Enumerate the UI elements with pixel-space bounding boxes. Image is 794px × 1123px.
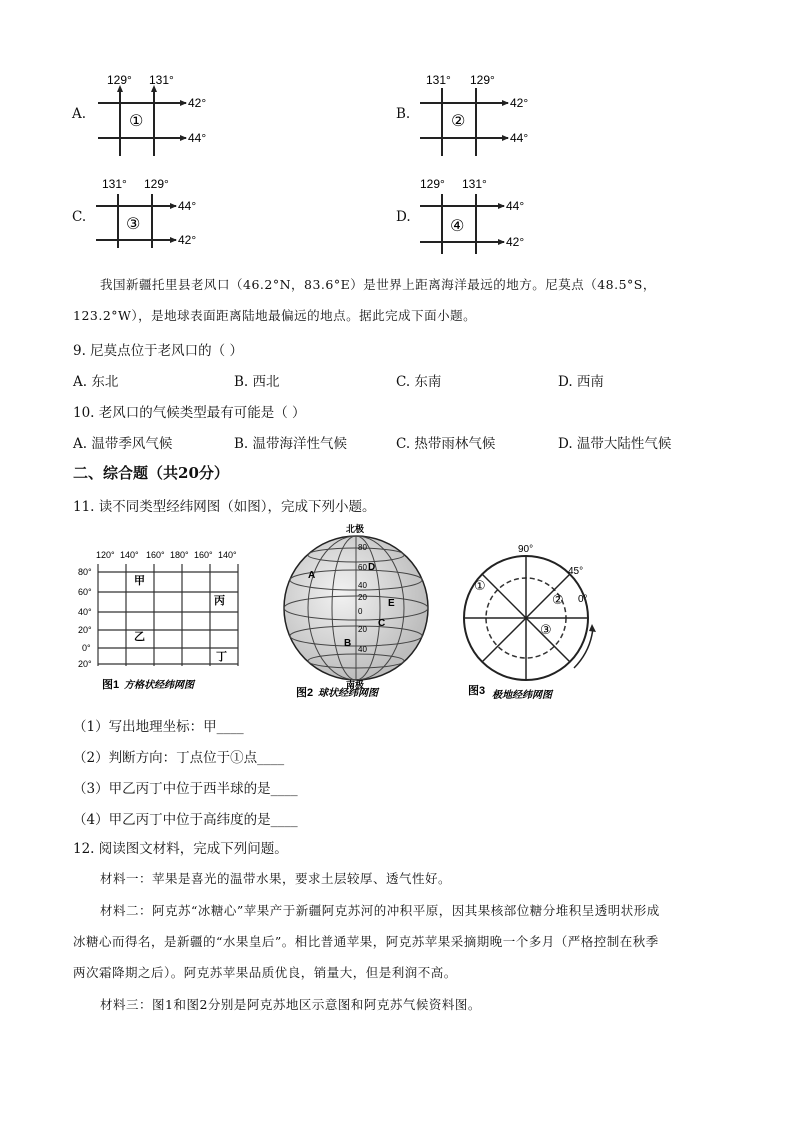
fig3-polar-graticule (456, 540, 606, 702)
q9-option-b[interactable]: B. 西北 (234, 374, 280, 390)
q10-option-d[interactable]: D. 温带大陆性气候 (558, 436, 672, 452)
q11-sub-4: （4）甲乙丙丁中位于高纬度的是____ (73, 812, 298, 828)
grid-top-label: 129° (107, 73, 132, 87)
grid-right-label: 44° (510, 131, 529, 145)
lon-label: 160° (194, 550, 213, 560)
lat-label: 0° (82, 643, 91, 653)
globe-lat-label: 80 (358, 543, 367, 552)
grid-circle-number: ③ (126, 216, 141, 233)
point-jia: 甲 (134, 575, 145, 587)
grid-top-label: 129° (420, 177, 445, 191)
grid-right-label: 44° (188, 131, 207, 145)
grid-diagram-3 (90, 176, 220, 266)
lon-label: 160° (146, 550, 165, 560)
fig1-rectangular-graticule (76, 546, 246, 696)
option-letter: C. (72, 209, 87, 225)
fig1-caption-num: 图1 (102, 679, 120, 691)
grid-diagram-1 (90, 70, 220, 160)
q9-option-c[interactable]: C. 东南 (396, 374, 442, 390)
grid-top-label: 129° (144, 177, 169, 191)
south-pole-label: 南极 (346, 680, 365, 690)
grid-diagram-2 (412, 70, 542, 160)
point-yi: 乙 (134, 631, 145, 643)
q10-option-b[interactable]: B. 温带海洋性气候 (234, 436, 348, 452)
lat-label: 20° (78, 625, 92, 635)
lat-label: 40° (78, 607, 92, 617)
globe-point-b: B (344, 638, 352, 649)
grid-right-label: 42° (510, 96, 529, 110)
globe-point-a: A (308, 570, 316, 581)
lat-label: 80° (78, 567, 92, 577)
grid-right-label: 44° (178, 199, 197, 213)
q11-sub-2: （2）判断方向：丁点位于①点____ (73, 750, 285, 766)
fig3-caption: 极地经纬网图 (492, 690, 552, 701)
fig2-globe-graticule (276, 520, 446, 702)
question-9-stem: 9. 尼莫点位于老风口的（ ） (73, 343, 243, 359)
globe-lat-label: 20 (358, 625, 367, 634)
grid-top-label: 131° (462, 177, 487, 191)
option-letter: D. (396, 209, 411, 225)
globe-point-c: C (378, 618, 386, 629)
point-ding: 丁 (216, 651, 227, 663)
material-three: 材料三：图1和图2分别是阿克苏地区示意图和阿克苏气候资料图。 (100, 997, 481, 1012)
lon-label: 140° (120, 550, 139, 560)
globe-lat-label: 40 (358, 581, 367, 590)
q11-sub-1: （1）写出地理坐标：甲____ (73, 719, 244, 735)
fig2-caption-num: 图2 (296, 687, 314, 699)
grid-diagram-4 (412, 176, 542, 266)
grid-right-label: 42° (506, 235, 525, 249)
material-line: 我国新疆托里县老风口（46.2°N，83.6°E）是世界上距离海洋最远的地方。尼莫点（48.5°S， (100, 277, 656, 292)
polar-label: 90° (518, 544, 534, 555)
q11-sub-3: （3）甲乙丙丁中位于西半球的是____ (73, 781, 298, 797)
option-letter: A. (72, 106, 87, 122)
option-letter: B. (396, 106, 411, 122)
polar-point-2: ② (552, 592, 564, 607)
globe-point-e: E (388, 598, 395, 609)
q9-option-a[interactable]: A. 东北 (73, 374, 119, 390)
question-12-stem: 12. 阅读图文材料，完成下列问题。 (73, 841, 288, 857)
grid-right-label: 42° (178, 233, 197, 247)
point-bing: 丙 (214, 595, 225, 607)
lat-label: 20° (78, 659, 92, 669)
grid-circle-number: ④ (450, 218, 465, 235)
question-11-stem: 11. 读不同类型经纬网图（如图），完成下列小题。 (73, 499, 376, 515)
north-pole-label: 北极 (346, 524, 365, 534)
material-two-line: 两次霜降期之后）。阿克苏苹果品质优良，销量大，但是利润不高。 (73, 965, 457, 980)
grid-top-label: 131° (102, 177, 127, 191)
lon-label: 120° (96, 550, 115, 560)
fig2-caption: 球状经纬网图 (318, 688, 378, 699)
lat-label: 60° (78, 587, 92, 597)
grid-top-label: 131° (426, 73, 451, 87)
fig3-caption-num: 图3 (468, 685, 486, 697)
fig1-caption: 方格状经纬网图 (124, 680, 194, 691)
question-10-stem: 10. 老风口的气候类型最有可能是（ ） (73, 405, 306, 421)
material-two-line: 冰糖心而得名，是新疆的“水果皇后”。相比普通苹果，阿克苏苹果采摘期晚一个多月（严格控制在秋季 (73, 934, 659, 949)
globe-lat-label: 0 (358, 607, 363, 616)
globe-point-d: D (368, 562, 376, 573)
grid-circle-number: ① (129, 113, 144, 130)
polar-point-3: ③ (540, 622, 552, 637)
polar-label: 0° (578, 594, 588, 605)
material-two-line: 材料二：阿克苏“冰糖心”苹果产于新疆阿克苏河的冲积平原，因其果核部位糖分堆积呈透明状形成 (100, 903, 660, 918)
polar-point-1: ① (474, 578, 486, 593)
section-heading: 二、综合题（共20分） (73, 464, 229, 482)
material-one: 材料一：苹果是喜光的温带水果，要求土层较厚、透气性好。 (100, 871, 452, 886)
q9-option-d[interactable]: D. 西南 (558, 374, 604, 390)
grid-top-label: 129° (470, 73, 495, 87)
q10-option-a[interactable]: A. 温带季风气候 (73, 436, 173, 452)
q10-option-c[interactable]: C. 热带雨林气候 (396, 436, 496, 452)
lon-label: 180° (170, 550, 189, 560)
globe-lat-label: 60 (358, 563, 367, 572)
material-line: 123.2°W），是地球表面距离陆地最偏远的地点。据此完成下面小题。 (73, 308, 477, 323)
polar-label: 45° (568, 566, 584, 577)
globe-lat-label: 20 (358, 593, 367, 602)
grid-top-label: 131° (149, 73, 174, 87)
grid-circle-number: ② (451, 113, 466, 130)
globe-lat-label: 40 (358, 645, 367, 654)
lon-label: 140° (218, 550, 237, 560)
grid-right-label: 44° (506, 199, 525, 213)
grid-right-label: 42° (188, 96, 207, 110)
